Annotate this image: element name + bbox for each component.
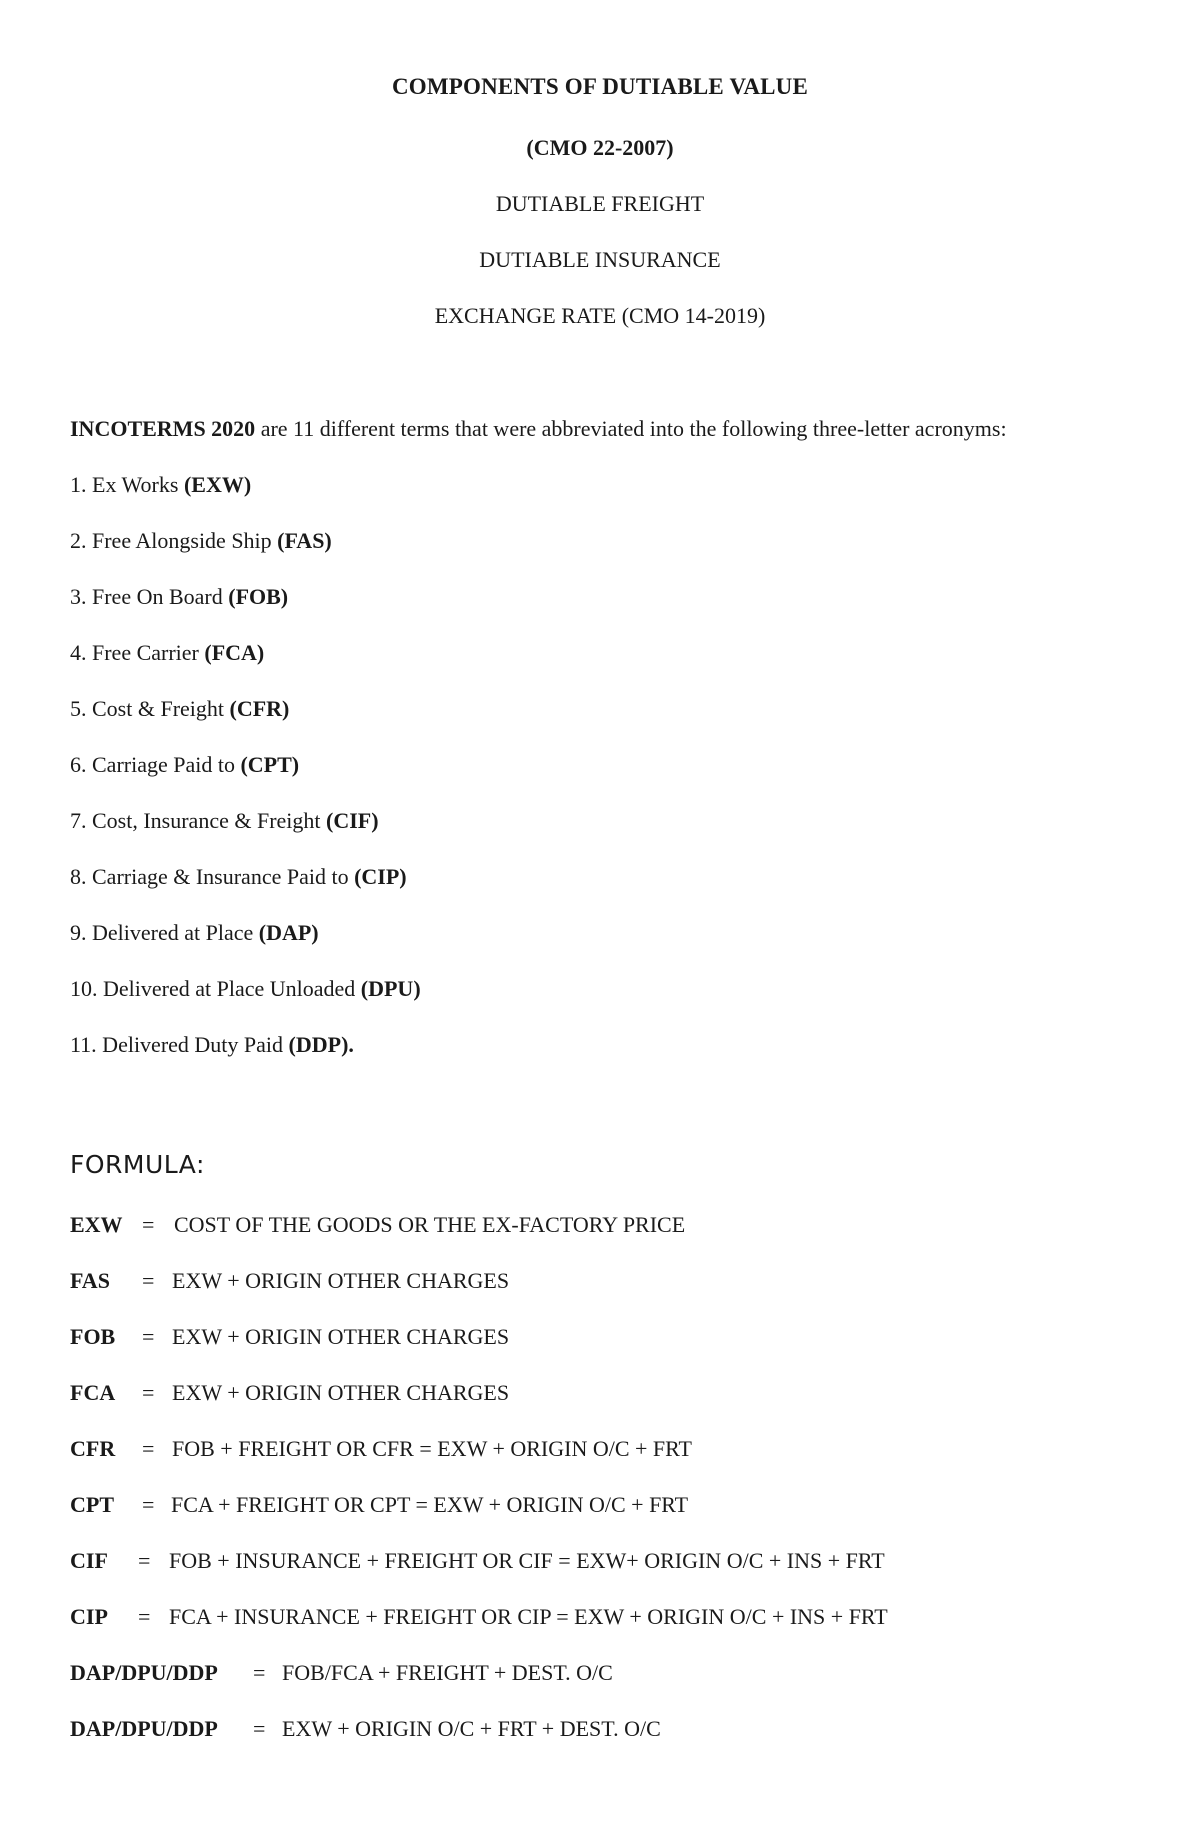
header-line-exchange-rate: EXCHANGE RATE (CMO 14-2019): [434, 303, 766, 328]
formula-expression: FCA + FREIGHT OR CPT = EXW + ORIGIN O/C + FRT: [171, 1492, 689, 1517]
term-item: [70, 582, 288, 612]
formula-equals: =: [142, 1380, 155, 1405]
term-code: (DDP).: [288, 1032, 354, 1057]
term-text: 8. Carriage & Insurance Paid to: [70, 864, 355, 889]
formula-equals: =: [142, 1268, 155, 1293]
term-item: [70, 806, 379, 836]
formula-equals: =: [142, 1436, 155, 1461]
formula-equals: =: [142, 1492, 155, 1517]
term-text: 11. Delivered Duty Paid: [70, 1032, 289, 1057]
term-text: 7. Cost, Insurance & Freight: [70, 808, 327, 833]
term-text: 1. Ex Works: [70, 472, 184, 497]
term-text: 3. Free On Board: [70, 584, 229, 609]
formula-expression: EXW + ORIGIN O/C + FRT + DEST. O/C: [282, 1716, 661, 1741]
formula-abbr: CFR: [70, 1436, 116, 1461]
intro-bold: INCOTERMS 2020: [70, 416, 256, 441]
formula-expression: EXW + ORIGIN OTHER CHARGES: [172, 1380, 510, 1405]
term-item: [70, 750, 299, 780]
formula-abbr: CIF: [70, 1548, 108, 1573]
formula-heading: FORMULA:: [70, 1150, 205, 1179]
term-text: 5. Cost & Freight: [70, 696, 230, 721]
formula-abbr: FCA: [70, 1380, 116, 1405]
term-code: (EXW): [183, 472, 252, 497]
formula-expression: FOB/FCA + FREIGHT + DEST. O/C: [282, 1660, 613, 1685]
term-code: (DPU): [360, 976, 421, 1001]
formula-abbr: EXW: [70, 1212, 123, 1237]
term-text: 10. Delivered at Place Unloaded: [70, 976, 361, 1001]
formula-abbr: FOB: [70, 1324, 116, 1349]
term-code: (DAP): [258, 920, 319, 945]
header-line-freight: DUTIABLE FREIGHT: [495, 191, 705, 216]
intro-paragraph: [70, 414, 1007, 444]
term-item: [70, 694, 289, 724]
term-item: [70, 470, 251, 500]
term-text: 4. Free Carrier: [70, 640, 205, 665]
formula-expression: FCA + INSURANCE + FREIGHT OR CIP = EXW + ORIGIN O/C + INS + FRT: [169, 1604, 888, 1629]
formula-equals: =: [138, 1548, 151, 1573]
formula-abbr: FAS: [70, 1268, 110, 1293]
header-line-insurance: DUTIABLE INSURANCE: [479, 247, 721, 272]
term-code: (CIF): [326, 808, 379, 833]
formula-expression: EXW + ORIGIN OTHER CHARGES: [172, 1268, 510, 1293]
formula-equals: =: [253, 1660, 266, 1685]
formula-equals: =: [142, 1212, 155, 1237]
formula-expression: EXW + ORIGIN OTHER CHARGES: [172, 1324, 510, 1349]
formula-expression: FOB + INSURANCE + FREIGHT OR CIF = EXW+ ORIGIN O/C + INS + FRT: [169, 1548, 885, 1573]
term-code: (CFR): [229, 696, 290, 721]
term-code: (FOB): [228, 584, 289, 609]
term-item: [70, 638, 264, 668]
term-text: 6. Carriage Paid to: [70, 752, 241, 777]
term-text: 2. Free Alongside Ship: [70, 528, 278, 553]
document-title: COMPONENTS OF DUTIABLE VALUE: [391, 74, 809, 99]
term-item: [70, 1030, 354, 1060]
term-code: (CPT): [240, 752, 300, 777]
formula-abbr: DAP/DPU/DDP: [70, 1660, 218, 1685]
intro-rest: are 11 different terms that were abbreviated into the following three-letter acronyms:: [255, 416, 1007, 441]
term-code: (FAS): [277, 528, 332, 553]
formula-abbr: CIP: [70, 1604, 108, 1629]
formula-equals: =: [138, 1604, 151, 1629]
term-item: [70, 862, 407, 892]
formula-expression: FOB + FREIGHT OR CFR = EXW + ORIGIN O/C + FRT: [172, 1436, 692, 1461]
term-code: (CIP): [354, 864, 407, 889]
formula-abbr: DAP/DPU/DDP: [70, 1716, 218, 1741]
term-code: (FCA): [204, 640, 265, 665]
term-item: [70, 974, 421, 1004]
term-item: [70, 918, 319, 948]
formula-equals: =: [142, 1324, 155, 1349]
term-text: 9. Delivered at Place: [70, 920, 259, 945]
document-subtitle: (CMO 22-2007): [526, 135, 674, 160]
formula-equals: =: [253, 1716, 266, 1741]
formula-expression: COST OF THE GOODS OR THE EX-FACTORY PRICE: [174, 1212, 686, 1237]
formula-abbr: CPT: [70, 1492, 114, 1517]
term-item: [70, 526, 332, 556]
